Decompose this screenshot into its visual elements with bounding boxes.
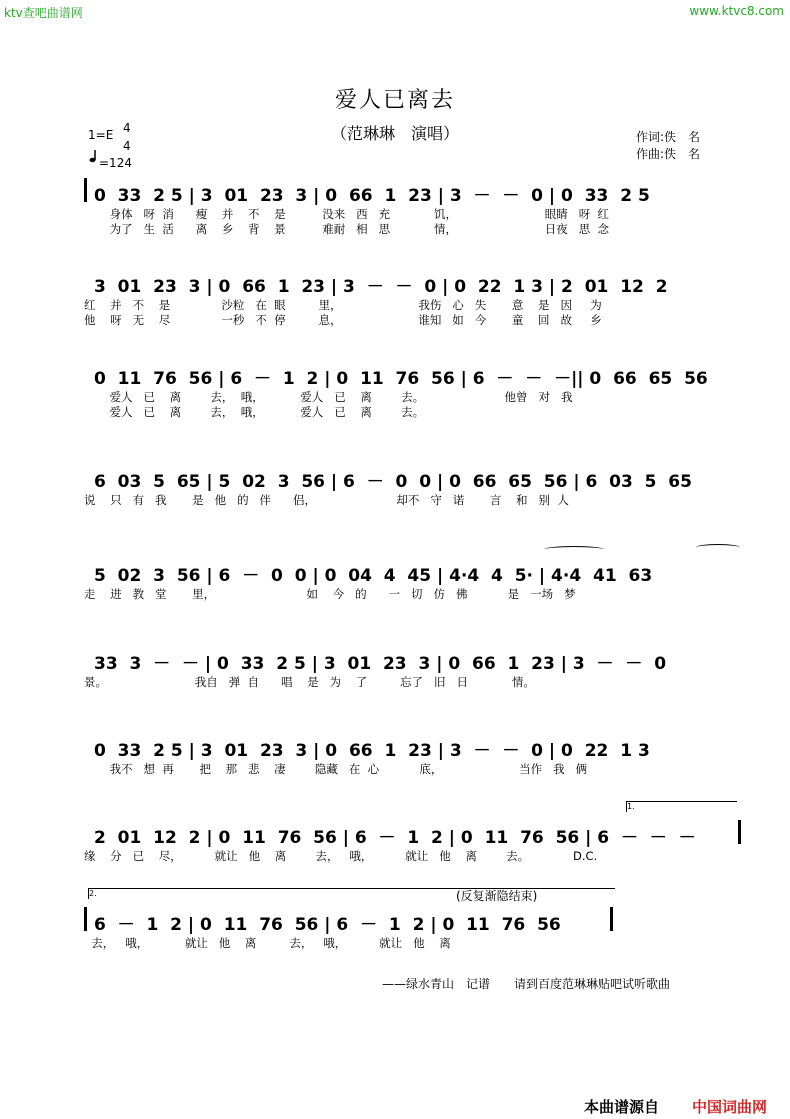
lyric-line-1: 景。 我自 弹 自 唱 是 为 了 忘了 旧 日 情。 (84, 675, 535, 689)
lyricist-credit: 作词:佚 名 (636, 130, 701, 144)
repeat-end-bar (610, 907, 613, 931)
singer-line: （范琳琳 演唱） (330, 124, 459, 143)
slur-mark (544, 546, 604, 553)
repeat-start-bar (84, 907, 87, 931)
lyric-line-1: 爱人 已 离 去， 哦， 爱人 已 离 去。 他曾 对 我 (84, 390, 573, 404)
quarter-note-icon (89, 149, 97, 163)
music-line: 5 02 3 56 | 6 － 0 0 | 0 04 4 45 | 4·4 4 5· | 4·4 41 63 (94, 566, 653, 586)
music-line: 33 3 － － | 0 33 2 5 | 3 01 23 3 | 0 66 1 23 | 3 － － 0 (94, 654, 667, 674)
transcriber-footer: ——绿水青山 记谱 请到百度范琳琳贴吧试听歌曲 (382, 977, 671, 991)
music-line: 2 01 12 2 | 0 11 76 56 | 6 － 1 2 | 0 11 76 56 | 6 － － － (94, 828, 696, 848)
volta-bracket-1 (626, 801, 737, 812)
music-line: 6 03 5 65 | 5 02 3 56 | 6 － 0 0 | 0 66 65 56 | 6 03 5 65 (94, 472, 692, 492)
repeat-start-bar (84, 178, 87, 202)
composer-credit: 作曲:佚 名 (636, 147, 701, 161)
time-signature-top: 4 (123, 121, 131, 135)
volta-2-label: 2. (89, 889, 97, 898)
source-site-link[interactable]: 中国词曲网 (692, 1098, 768, 1116)
repeat-fade-note: (反复渐隐结束) (456, 889, 538, 903)
music-line: 6 － 1 2 | 0 11 76 56 | 6 － 1 2 | 0 11 76 56 (94, 915, 561, 935)
lyric-line-2: 爱人 已 离 去， 哦， 爱人 已 离 去。 (84, 405, 425, 419)
lyric-line-1: 说 只 有 我 是 他 的 伴 侣， 却不 守 诺 言 和 别 人 (84, 493, 569, 507)
lyric-line-1: 走 进 教 堂 里， 如 今 的 一 切 仿 佛 是 一场 梦 (84, 587, 576, 601)
volta-1-label: 1. (627, 802, 635, 811)
final-bar (738, 820, 741, 844)
song-title: 爱人已离去 (334, 88, 455, 113)
key-signature: 1=E (88, 128, 114, 142)
lyric-line-2: 为了 生 活 离 乡 背 景 难耐 相 思 情， 日夜 思 念 (84, 222, 610, 236)
source-label: 本曲谱源自 (584, 1098, 660, 1116)
tempo-marking: =124 (99, 156, 132, 170)
music-line: 0 33 2 5 | 3 01 23 3 | 0 66 1 23 | 3 － － 0 | 0 33 2 5 (94, 186, 650, 206)
lyric-line-1: 缘 分 已 尽， 就让 他 离 去， 哦， 就让 他 离 去。 D.C. (84, 849, 598, 863)
lyric-line-1: 去， 哦， 就让 他 离 去， 哦， 就让 他 离 (84, 936, 451, 950)
lyric-line-2: 他 呀 无 尽 一秒 不 停 息， 谁知 如 今 童 回 故 乡 (84, 313, 602, 327)
time-signature-bottom: 4 (123, 139, 131, 153)
music-line: 0 11 76 56 | 6 － 1 2 | 0 11 76 56 | 6 － － －|| 0 66 65 56 (94, 369, 708, 389)
slur-mark (696, 544, 740, 551)
watermark-right: www.ktvc8.com (689, 4, 784, 18)
music-line: 0 33 2 5 | 3 01 23 3 | 0 66 1 23 | 3 － － 0 | 0 22 1 3 (94, 741, 650, 761)
watermark-left: ktv查吧曲谱网 (4, 6, 83, 20)
lyric-line-1: 身体 呀 消 瘦 并 不 是 没来 西 充 饥， 眼睛 呀 红 (84, 207, 610, 221)
music-line: 3 01 23 3 | 0 66 1 23 | 3 － － 0 | 0 22 1 3 | 2 01 12 2 (94, 277, 668, 297)
lyric-line-1: 我不 想 再 把 那 悲 凄 隐藏 在 心 底， 当作 我 俩 (84, 762, 588, 776)
lyric-line-1: 红 并 不 是 沙粒 在 眼 里， 我伤 心 失 意 是 因 为 (84, 298, 602, 312)
